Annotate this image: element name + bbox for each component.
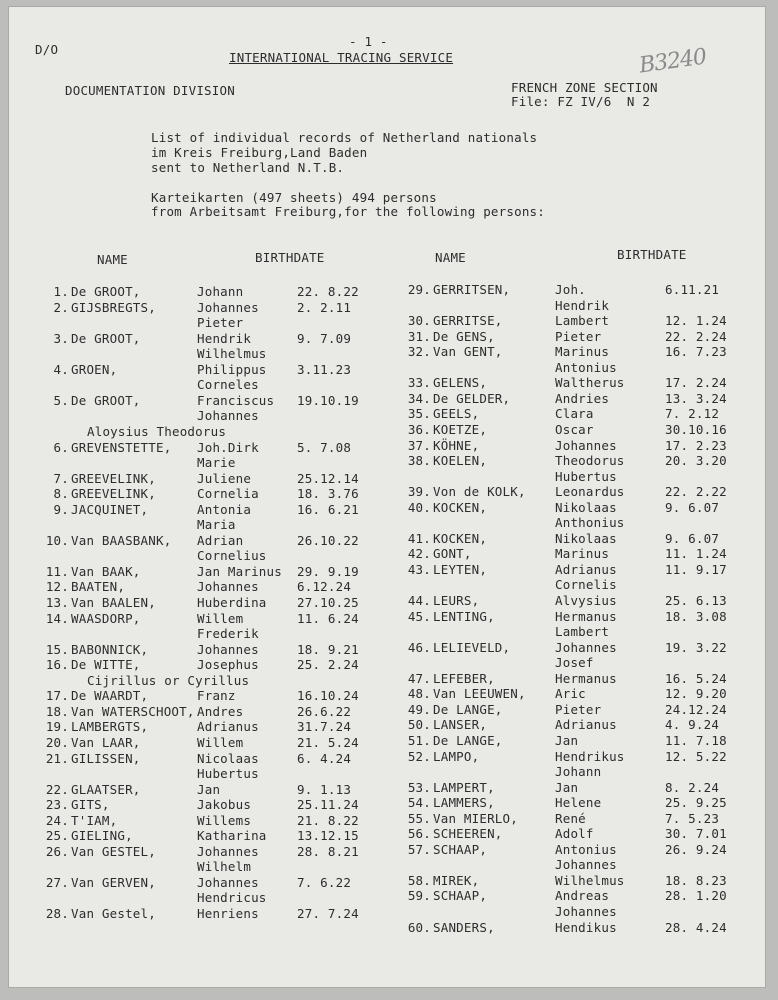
record-surname: Von de KOLK,: [433, 484, 526, 500]
record-given-name: Hendrik: [197, 330, 252, 346]
record-surname: Van GESTEL,: [71, 843, 156, 859]
record-given-name: Andres: [197, 703, 244, 719]
record-surname: GLAATSER,: [71, 781, 141, 797]
record-surname: De LANGE,: [433, 701, 503, 717]
record-given-name: Hendrikus: [555, 748, 625, 764]
record-surname: LEYTEN,: [433, 561, 488, 577]
record-surname: Aloysius Theodorus: [87, 423, 227, 439]
record-birthdate: 3.11.23: [297, 361, 352, 377]
record-birthdate: 12. 9.20: [665, 686, 727, 702]
section-name: FRENCH ZONE SECTION: [511, 80, 658, 95]
record-birthdate: 9. 6.07: [665, 530, 720, 546]
record-number: 6.: [53, 439, 69, 455]
record-surname: GERRITSEN,: [433, 282, 511, 297]
record-surname: GREEVELINK,: [71, 470, 156, 486]
record-given-name: Marinus: [555, 546, 610, 562]
record-surname: Van LEEUWEN,: [433, 686, 526, 702]
record-birthdate: 18. 8.23: [665, 872, 727, 888]
record-number: 54.: [407, 795, 431, 811]
record-given-name: Johannes: [197, 843, 259, 859]
record-given-name: Pieter: [555, 701, 602, 717]
record-number: 40.: [407, 499, 431, 515]
record-birthdate: 16. 7.23: [665, 344, 727, 360]
record-surname: De LANGE,: [433, 732, 503, 748]
record-number: 7.: [53, 470, 69, 486]
record-number: 18.: [45, 703, 69, 719]
record-birthdate: 24.12.24: [665, 701, 727, 717]
record-given-name: Johannes: [197, 299, 259, 315]
record-surname: GELENS,: [433, 375, 488, 391]
record-surname: Van Gestel,: [71, 906, 156, 921]
record-birthdate: 19.10.19: [297, 392, 359, 408]
record-given-name: Andries: [555, 390, 610, 406]
record-given-name: Wilhelmus: [555, 872, 625, 888]
record-given-name: Antonia: [197, 501, 252, 517]
record-given-name: Nikolaas: [555, 499, 617, 515]
record-given-name: Joh.: [555, 282, 586, 297]
record-birthdate: 16.10.24: [297, 688, 359, 704]
record-birthdate: 28. 1.20: [665, 888, 727, 904]
document-page: [8, 6, 766, 988]
record-surname: GERRITSE,: [433, 313, 503, 329]
record-given-name: Clara: [555, 406, 594, 422]
record-given-name: Cornelis: [555, 577, 617, 593]
record-surname: GEELS,: [433, 406, 480, 422]
record-given-name: Adrianus: [555, 561, 617, 577]
record-given-name: Adrianus: [555, 717, 617, 733]
record-surname: De GROOT,: [71, 330, 141, 346]
record-surname: Van BAALEN,: [71, 595, 156, 610]
record-number: 30.: [407, 313, 431, 329]
record-surname: T'IAM,: [71, 812, 118, 828]
record-surname: BABONNICK,: [71, 641, 149, 657]
record-given-name: Aric: [555, 686, 586, 702]
record-given-name: Jakobus: [197, 797, 252, 813]
record-birthdate: 25.12.14: [297, 470, 359, 486]
record-given-name: Alvysius: [555, 593, 617, 608]
record-given-name: Johannes: [555, 639, 617, 655]
record-given-name: Marinus: [555, 344, 610, 360]
record-number: 49.: [407, 701, 431, 717]
record-birthdate: 26.6.22: [297, 703, 352, 719]
record-given-name: Cornelius: [197, 548, 267, 564]
record-given-name: Josef: [555, 655, 594, 671]
record-birthdate: 31.7.24: [297, 719, 352, 735]
record-given-name: Johannes: [555, 437, 617, 453]
record-birthdate: 9. 6.07: [665, 499, 720, 515]
record-number: 50.: [407, 717, 431, 733]
record-number: 25.: [45, 828, 69, 844]
record-given-name: René: [555, 810, 586, 826]
record-given-name: Jan: [555, 732, 579, 748]
record-surname: GREVENSTETTE,: [71, 439, 172, 455]
record-birthdate: 17. 2.24: [665, 375, 727, 391]
record-birthdate: 13. 3.24: [665, 390, 727, 406]
record-surname: Van MIERLO,: [433, 810, 518, 826]
record-birthdate: 12. 1.24: [665, 313, 727, 329]
record-number: 44.: [407, 593, 431, 608]
intro-line-2: im Kreis Freiburg,Land Baden: [151, 145, 368, 160]
record-surname: KOCKEN,: [433, 530, 488, 546]
record-given-name: Lambert: [555, 624, 610, 640]
record-given-name: Nicolaas: [197, 750, 259, 766]
record-given-name: Johann: [197, 284, 244, 299]
record-given-name: Franz: [197, 688, 236, 704]
record-birthdate: 29. 9.19: [297, 563, 359, 579]
record-surname: LELIEVELD,: [433, 639, 511, 655]
record-number: 45.: [407, 608, 431, 624]
record-given-name: Johannes: [197, 579, 259, 595]
record-given-name: Hendrik: [555, 297, 610, 313]
record-birthdate: 12. 5.22: [665, 748, 727, 764]
record-number: 47.: [407, 670, 431, 686]
record-given-name: Leonardus: [555, 484, 625, 500]
record-number: 5.: [53, 392, 69, 408]
record-number: 56.: [407, 826, 431, 842]
record-number: 17.: [45, 688, 69, 704]
organization-title: INTERNATIONAL TRACING SERVICE: [229, 50, 454, 65]
record-birthdate: 18. 9.21: [297, 641, 359, 657]
record-birthdate: 7. 5.23: [665, 810, 720, 826]
record-surname: LEFEBER,: [433, 670, 495, 686]
division-name: DOCUMENTATION DIVISION: [65, 83, 235, 98]
record-given-name: Juliene: [197, 470, 252, 486]
record-surname: De GROOT,: [71, 284, 141, 299]
record-given-name: Jan: [197, 781, 221, 797]
record-given-name: Wilhelm: [197, 859, 252, 875]
record-surname: LAMBERGTS,: [71, 719, 149, 735]
record-birthdate: 7. 6.22: [297, 874, 352, 890]
record-given-name: Cornelia: [197, 486, 259, 502]
record-number: 9.: [53, 501, 69, 517]
handwritten-stamp: B3240: [637, 44, 708, 79]
record-surname: Van GENT,: [433, 344, 503, 360]
record-given-name: Johannes: [555, 904, 617, 919]
record-birthdate: 27.10.25: [297, 595, 359, 610]
record-birthdate: 6.12.24: [297, 579, 352, 595]
record-given-name: Johannes: [555, 857, 617, 873]
record-birthdate: 25. 2.24: [297, 657, 359, 673]
record-surname: KOETZE,: [433, 421, 488, 437]
intro-line-4: Karteikarten (497 sheets) 494 persons: [151, 190, 437, 205]
left-birthdate-header: BIRTHDATE: [255, 250, 325, 265]
record-given-name: Antonius: [555, 841, 617, 857]
record-given-name: Marie: [197, 455, 236, 471]
record-birthdate: 11. 7.18: [665, 732, 727, 748]
record-given-name: Johannes: [197, 641, 259, 657]
record-surname: KÖHNE,: [433, 437, 480, 453]
record-surname: SCHEEREN,: [433, 826, 503, 842]
record-birthdate: 11. 1.24: [665, 546, 727, 562]
record-number: 28.: [45, 906, 69, 921]
record-number: 37.: [407, 437, 431, 453]
record-surname: GIELING,: [71, 828, 133, 844]
record-birthdate: 6.11.21: [665, 282, 720, 297]
record-surname: JACQUINET,: [71, 501, 149, 517]
record-number: 3.: [53, 330, 69, 346]
record-birthdate: 26. 9.24: [665, 841, 727, 857]
record-surname: LANSER,: [433, 717, 488, 733]
record-given-name: Hermanus: [555, 670, 617, 686]
record-number: 46.: [407, 639, 431, 655]
record-number: 31.: [407, 328, 431, 344]
record-birthdate: 27. 7.24: [297, 906, 359, 921]
record-number: 34.: [407, 390, 431, 406]
intro-line-5: from Arbeitsamt Freiburg,for the following persons:: [151, 204, 546, 219]
corner-mark: D/O: [35, 42, 59, 57]
record-birthdate: 6. 4.24: [297, 750, 352, 766]
record-given-name: Henriens: [197, 906, 259, 921]
record-birthdate: 8. 2.24: [665, 779, 720, 795]
record-given-name: Franciscus: [197, 392, 275, 408]
left-name-header: NAME: [97, 252, 128, 267]
record-surname: SCHAAP,: [433, 888, 488, 904]
record-birthdate: 19. 3.22: [665, 639, 727, 655]
record-birthdate: 16. 6.21: [297, 501, 359, 517]
page-number: - 1 -: [349, 34, 388, 49]
record-given-name: Johannes: [197, 408, 259, 424]
record-surname: GILISSEN,: [71, 750, 141, 766]
record-number: 22.: [45, 781, 69, 797]
record-number: 21.: [45, 750, 69, 766]
record-surname: LAMMERS,: [433, 795, 495, 811]
record-number: 36.: [407, 421, 431, 437]
record-birthdate: 18. 3.76: [297, 486, 359, 502]
record-given-name: Hubertus: [555, 468, 617, 484]
record-number: 38.: [407, 453, 431, 469]
record-number: 48.: [407, 686, 431, 702]
record-given-name: Katharina: [197, 828, 267, 844]
record-birthdate: 2. 2.11: [297, 299, 352, 315]
record-surname: Cijrillus or Cyrillus: [87, 672, 250, 688]
record-number: 26.: [45, 843, 69, 859]
record-given-name: Johannes: [197, 874, 259, 890]
record-surname: Van GERVEN,: [71, 874, 156, 890]
record-birthdate: 28. 8.21: [297, 843, 359, 859]
record-surname: De GENS,: [433, 328, 495, 344]
record-birthdate: 25. 9.25: [665, 795, 727, 811]
record-number: 43.: [407, 561, 431, 577]
record-birthdate: 18. 3.08: [665, 608, 727, 624]
record-surname: LAMPO,: [433, 748, 480, 764]
record-surname: De WITTE,: [71, 657, 141, 673]
record-number: 8.: [53, 486, 69, 502]
record-given-name: Maria: [197, 517, 236, 533]
record-given-name: Willem: [197, 734, 244, 750]
record-surname: GROEN,: [71, 361, 118, 377]
record-surname: LAMPERT,: [433, 779, 495, 795]
record-birthdate: 4. 9.24: [665, 717, 720, 733]
record-given-name: Waltherus: [555, 375, 625, 391]
record-number: 12.: [45, 579, 69, 595]
record-given-name: Adrianus: [197, 719, 259, 735]
record-number: 59.: [407, 888, 431, 904]
record-surname: Van LAAR,: [71, 734, 141, 750]
record-surname: De GROOT,: [71, 392, 141, 408]
record-given-name: Anthonius: [555, 515, 625, 531]
record-given-name: Philippus: [197, 361, 267, 377]
record-number: 58.: [407, 872, 431, 888]
record-given-name: Antonius: [555, 359, 617, 375]
record-surname: SCHAAP,: [433, 841, 488, 857]
record-given-name: Corneles: [197, 377, 259, 393]
record-surname: Van BAAK,: [71, 563, 141, 579]
record-given-name: Lambert: [555, 313, 610, 329]
record-number: 57.: [407, 841, 431, 857]
record-surname: MIREK,: [433, 872, 480, 888]
record-given-name: Willems: [197, 812, 252, 828]
record-birthdate: 11. 9.17: [665, 561, 727, 577]
record-given-name: Hermanus: [555, 608, 617, 624]
record-surname: LEURS,: [433, 593, 480, 608]
record-number: 19.: [45, 719, 69, 735]
record-number: 2.: [53, 299, 69, 315]
record-number: 60.: [407, 919, 431, 935]
record-given-name: Adolf: [555, 826, 594, 842]
record-birthdate: 16. 5.24: [665, 670, 727, 686]
record-surname: Van BAASBANK,: [71, 532, 172, 548]
record-number: 23.: [45, 797, 69, 813]
record-given-name: Andreas: [555, 888, 610, 904]
record-surname: GITS,: [71, 797, 110, 813]
record-surname: KOCKEN,: [433, 499, 488, 515]
record-birthdate: 7. 2.12: [665, 406, 720, 422]
record-given-name: Johann: [555, 764, 602, 780]
record-given-name: Hubertus: [197, 766, 259, 782]
record-birthdate: 22. 2.24: [665, 328, 727, 344]
record-given-name: Joh.Dirk: [197, 439, 259, 455]
record-number: 52.: [407, 748, 431, 764]
record-given-name: Pieter: [555, 328, 602, 344]
record-number: 41.: [407, 530, 431, 546]
record-birthdate: 26.10.22: [297, 532, 359, 548]
record-number: 55.: [407, 810, 431, 826]
record-given-name: Pieter: [197, 315, 244, 331]
record-birthdate: 20. 3.20: [665, 453, 727, 469]
record-number: 33.: [407, 375, 431, 391]
record-given-name: Adrian: [197, 532, 244, 548]
right-name-header: NAME: [435, 250, 466, 265]
record-given-name: Oscar: [555, 421, 594, 437]
record-given-name: Nikolaas: [555, 530, 617, 546]
record-given-name: Helene: [555, 795, 602, 811]
record-number: 13.: [45, 595, 69, 610]
record-surname: SANDERS,: [433, 919, 495, 935]
record-surname: KOELEN,: [433, 453, 488, 469]
record-given-name: Jan Marinus: [197, 563, 282, 579]
record-surname: WAASDORP,: [71, 610, 141, 626]
right-birthdate-header: BIRTHDATE: [617, 247, 687, 262]
record-birthdate: 30.10.16: [665, 421, 727, 437]
record-birthdate: 9. 7.09: [297, 330, 352, 346]
record-birthdate: 21. 8.22: [297, 812, 359, 828]
record-birthdate: 30. 7.01: [665, 826, 727, 842]
record-number: 16.: [45, 657, 69, 673]
record-number: 51.: [407, 732, 431, 748]
record-number: 4.: [53, 361, 69, 377]
record-given-name: Frederik: [197, 626, 259, 642]
record-birthdate: 11. 6.24: [297, 610, 359, 626]
record-number: 10.: [45, 532, 69, 548]
intro-line-3: sent to Netherland N.T.B.: [151, 160, 345, 175]
record-number: 27.: [45, 874, 69, 890]
record-number: 32.: [407, 344, 431, 360]
file-reference: File: FZ IV/6 N 2: [511, 94, 651, 109]
record-given-name: Jan: [555, 779, 579, 795]
record-surname: De WAARDT,: [71, 688, 149, 704]
record-birthdate: 22. 8.22: [297, 284, 359, 299]
record-birthdate: 9. 1.13: [297, 781, 352, 797]
record-number: 14.: [45, 610, 69, 626]
record-given-name: Hendricus: [197, 890, 267, 906]
record-given-name: Hendikus: [555, 919, 617, 935]
record-surname: GIJSBREGTS,: [71, 299, 156, 315]
record-given-name: Huberdina: [197, 595, 267, 610]
record-number: 39.: [407, 484, 431, 500]
record-number: 53.: [407, 779, 431, 795]
record-surname: BAATEN,: [71, 579, 126, 595]
record-given-name: Wilhelmus: [197, 346, 267, 362]
record-number: 1.: [53, 284, 69, 299]
record-given-name: Willem: [197, 610, 244, 626]
record-number: 35.: [407, 406, 431, 422]
record-birthdate: 22. 2.22: [665, 484, 727, 500]
record-birthdate: 5. 7.08: [297, 439, 352, 455]
record-birthdate: 13.12.15: [297, 828, 359, 844]
record-number: 42.: [407, 546, 431, 562]
record-birthdate: 28. 4.24: [665, 919, 727, 935]
record-birthdate: 21. 5.24: [297, 734, 359, 750]
record-birthdate: 17. 2.23: [665, 437, 727, 453]
record-surname: GREEVELINK,: [71, 486, 156, 502]
record-given-name: Josephus: [197, 657, 259, 673]
record-birthdate: 25.11.24: [297, 797, 359, 813]
record-surname: LENTING,: [433, 608, 495, 624]
record-given-name: Theodorus: [555, 453, 625, 469]
record-surname: Van WATERSCHOOT,: [71, 703, 195, 719]
record-surname: De GELDER,: [433, 390, 511, 406]
record-birthdate: 25. 6.13: [665, 593, 727, 608]
record-number: 11.: [45, 563, 69, 579]
record-number: 29.: [407, 282, 431, 297]
record-surname: GONT,: [433, 546, 472, 562]
record-number: 15.: [45, 641, 69, 657]
record-number: 20.: [45, 734, 69, 750]
intro-line-1: List of individual records of Netherland nationals: [151, 130, 538, 145]
record-number: 24.: [45, 812, 69, 828]
